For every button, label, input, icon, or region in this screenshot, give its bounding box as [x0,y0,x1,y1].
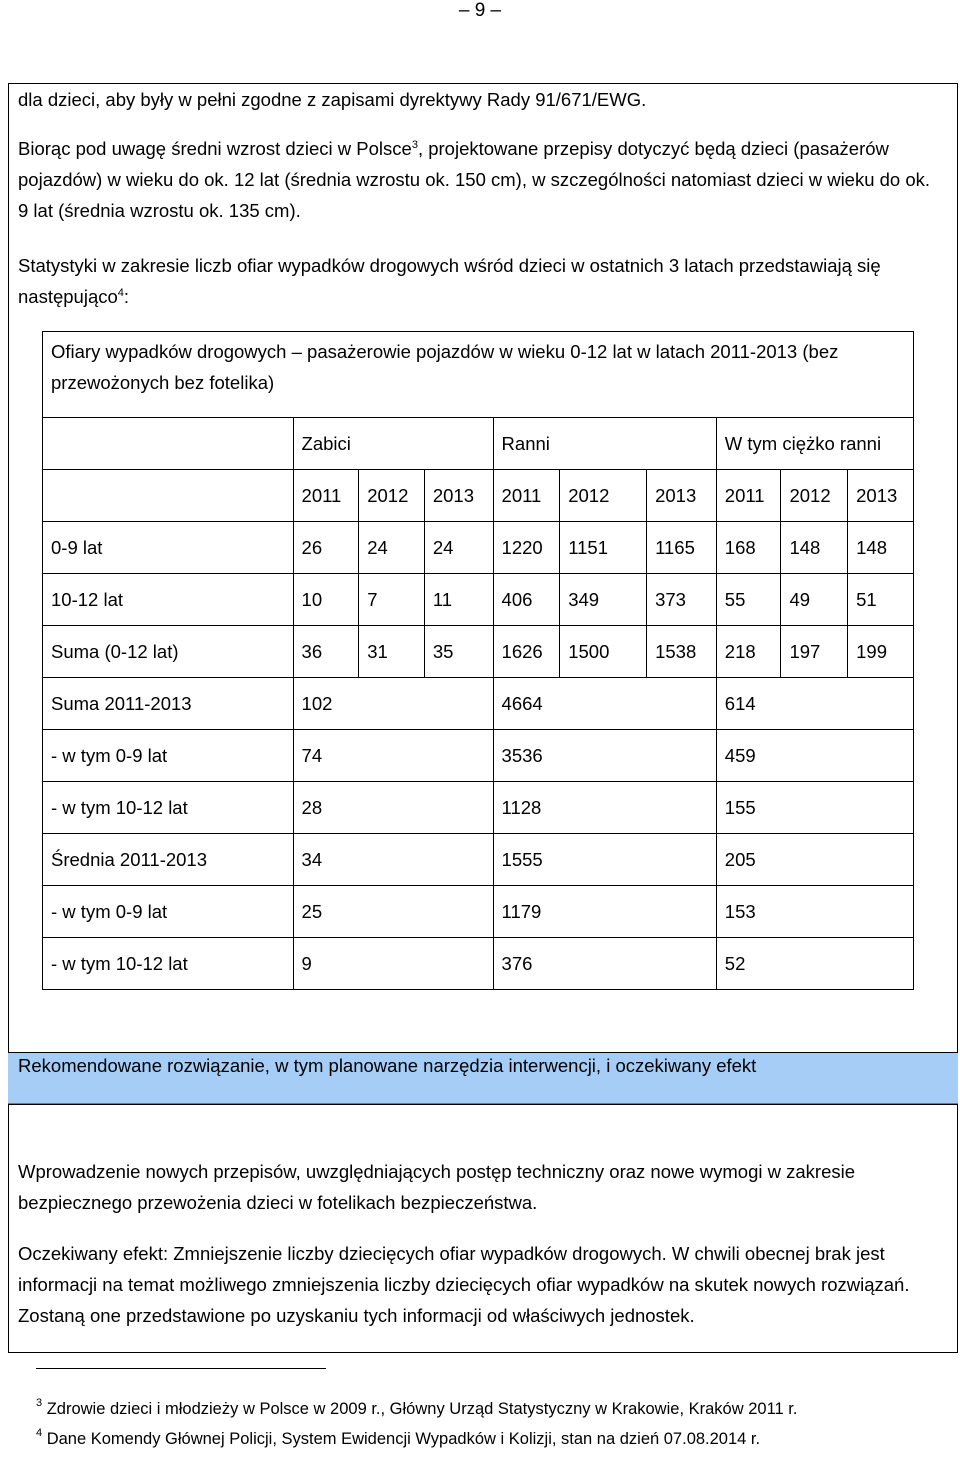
table-summary-row [43,834,914,886]
section-heading: Rekomendowane rozwiązanie, w tym planowane narzędzia interwencji, i oczekiwany efekt [18,1055,757,1076]
table-cell: 1179 [493,886,716,938]
footnote-number: 3 [36,1397,43,1409]
row-label: Suma (0-12 lat) [43,626,294,678]
table-cell: 74 [293,730,493,782]
table-cell: 148 [781,522,848,574]
table-caption-row [43,332,914,418]
table-cell: 614 [716,678,913,730]
table-cell: 52 [716,938,913,990]
table-cell: 35 [424,626,493,678]
effect-text: Oczekiwany efekt: Zmniejszenie liczby dziecięcych ofiar wypadków drogowych. W chwili obecnej brak jest informacji na temat możliwego zmniejszenia liczby dziecięcych ofiar wypadków na skutek nowych rozwiązań. Zostaną one przedstawione po uzyskaniu tych informacji od właściwych jednostek. [18,1243,910,1326]
table-cell: 1555 [493,834,716,886]
table-summary-row [43,938,914,990]
table-cell: 24 [359,522,425,574]
table-cell: 148 [848,522,914,574]
table-cell: 373 [647,574,717,626]
row-label: 0-9 lat [43,522,294,574]
table-cell: 102 [293,678,493,730]
row-label: Średnia 2011-2013 [43,834,294,886]
table-cell: 1626 [493,626,560,678]
row-label: 10-12 lat [43,574,294,626]
table-cell: 1500 [560,626,647,678]
table-cell: 1220 [493,522,560,574]
table-corner-cell [43,418,294,470]
table-corner-cell [43,470,294,522]
table-cell: 218 [716,626,781,678]
year-header: 2012 [781,470,848,522]
table-cell: 7 [359,574,425,626]
footnote-3 [36,1397,798,1419]
table-cell: 1165 [647,522,717,574]
row-label: Suma 2011-2013 [43,678,294,730]
year-header: 2012 [359,470,425,522]
table-cell: 376 [493,938,716,990]
section-heading-band [8,1052,958,1104]
paragraph-height-text: Biorąc pod uwagę średni wzrost dzieci w Polsce [18,138,412,159]
paragraph-stats [18,250,938,312]
table-row [43,626,914,678]
table-cell: 51 [848,574,914,626]
page-number: – 9 – [458,0,502,21]
footnote-text: Dane Komendy Głównej Policji, System Ewidencji Wypadków i Kolizji, stan na dzień 07.08.2014 r. [46,1430,761,1448]
intro-text: dla dzieci, aby były w pełni zgodne z zapisami dyrektywy Rady 91/671/EWG. [18,89,647,110]
table-cell: 168 [716,522,781,574]
table-cell: 10 [293,574,359,626]
table-cell: 3536 [493,730,716,782]
year-header: 2011 [716,470,781,522]
table-summary-row [43,678,914,730]
year-header: 2011 [493,470,560,522]
footnote-number: 4 [36,1427,43,1439]
table-cell: 26 [293,522,359,574]
table-cell: 36 [293,626,359,678]
casualties-table [42,331,914,990]
footnote-text: Zdrowie dzieci i młodzieży w Polsce w 2009 r., Główny Urząd Statystyczny w Krakowie, Kraków 2011 r. [46,1400,798,1418]
year-header: 2013 [424,470,493,522]
paragraph-height [18,133,938,226]
table-cell: 31 [359,626,425,678]
row-label: - w tym 0-9 lat [43,886,294,938]
paragraph-stats-colon: : [123,286,130,307]
table-year-header-row [43,470,914,522]
table-cell: 11 [424,574,493,626]
table-cell: 9 [293,938,493,990]
table-summary-row [43,730,914,782]
table-cell: 153 [716,886,913,938]
solution-text: Wprowadzenie nowych przepisów, uwzględniających postęp techniczny oraz nowe wymogi w zakresie bezpiecznego przewożenia dzieci w fotelikach bezpieczeństwa. [18,1161,856,1213]
paragraph-height-text-rest: , projektowane przepisy dotyczyć będą dzieci (pasażerów pojazdów) w wieku do ok. 12 lat (średnia wzrostu ok. 150 cm), w szczególności natomiast dzieci w wieku do ok. 9 lat (średnia wzrostu ok. 135 cm). [18,138,931,221]
table-cell: 28 [293,782,493,834]
table-cell: 1151 [560,522,647,574]
table-cell: 1538 [647,626,717,678]
table-cell: 406 [493,574,560,626]
footnote-separator [36,1368,326,1369]
row-label: - w tym 10-12 lat [43,782,294,834]
paragraph-stats-text: Statystyki w zakresie liczb ofiar wypadków drogowych wśród dzieci w ostatnich 3 latach przedstawiają się następująco [18,255,881,307]
year-header: 2013 [647,470,717,522]
table-cell: 199 [848,626,914,678]
table-cell: 197 [781,626,848,678]
table-cell: 24 [424,522,493,574]
table-cell: 205 [716,834,913,886]
table-row [43,574,914,626]
row-label: - w tym 0-9 lat [43,730,294,782]
year-header: 2011 [293,470,359,522]
table-cell: 1128 [493,782,716,834]
year-header: 2013 [848,470,914,522]
year-header: 2012 [560,470,647,522]
table-cell: 4664 [493,678,716,730]
table-summary-row [43,782,914,834]
footnote-ref-4[interactable]: 4 [117,287,124,299]
table-caption: Ofiary wypadków drogowych – pasażerowie pojazdów w wieku 0-12 lat w latach 2011-2013 (bez przewożonych bez fotelika) [43,332,914,418]
table-summary-row [43,886,914,938]
table-group-header-row [43,418,914,470]
table-cell: 349 [560,574,647,626]
group-header: W tym ciężko ranni [716,418,913,470]
table-cell: 459 [716,730,913,782]
group-header: Ranni [493,418,716,470]
row-label: - w tym 10-12 lat [43,938,294,990]
table-cell: 25 [293,886,493,938]
table-cell: 55 [716,574,781,626]
table-cell: 34 [293,834,493,886]
table-cell: 49 [781,574,848,626]
group-header: Zabici [293,418,493,470]
footnote-4 [36,1427,761,1449]
footnote-ref-3[interactable]: 3 [411,139,418,151]
table-row [43,522,914,574]
table-cell: 155 [716,782,913,834]
